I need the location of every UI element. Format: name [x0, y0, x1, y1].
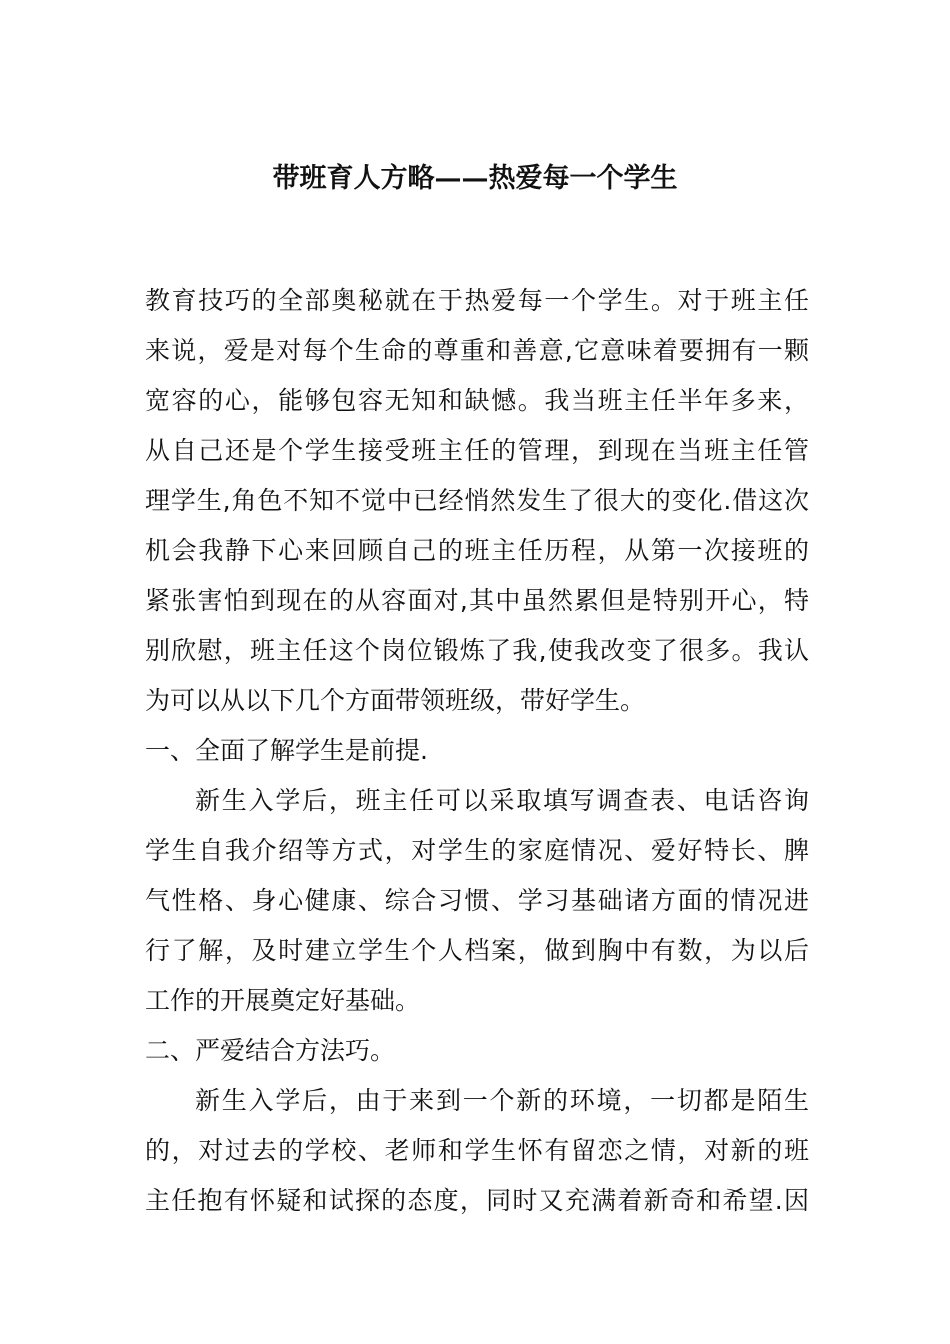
text-line: 新生入学后，由于来到一个新的环境，一切都是陌生	[195, 1086, 809, 1115]
text-line: 二、严爱结合方法巧。	[145, 1036, 396, 1065]
text-line: 气性格、身心健康、综合习惯、学习基础诸方面的情况进	[145, 886, 809, 915]
text-line: 从自己还是个学生接受班主任的管理，到现在当班主任管	[145, 436, 809, 465]
text-line: 主任抱有怀疑和试探的态度，同时又充满着新奇和希望.因	[145, 1186, 809, 1215]
text-line: 行了解，及时建立学生个人档案，做到胸中有数，为以后	[145, 936, 809, 965]
text-line: 来说，爱是对每个生命的尊重和善意,它意味着要拥有一颗	[145, 336, 809, 365]
text-line: 教育技巧的全部奥秘就在于热爱每一个学生。对于班主任	[145, 286, 809, 315]
document-title: 带班育人方略——热爱每一个学生	[272, 163, 678, 194]
text-line: 别欣慰，班主任这个岗位锻炼了我,使我改变了很多。我认	[145, 636, 809, 665]
text-line: 为可以从以下几个方面带领班级，带好学生。	[145, 686, 646, 715]
text-line: 的，对过去的学校、老师和学生怀有留恋之情，对新的班	[145, 1136, 809, 1165]
text-line: 工作的开展奠定好基础。	[145, 986, 421, 1015]
text-line: 紧张害怕到现在的从容面对,其中虽然累但是特别开心，特	[145, 586, 809, 615]
text-line: 一、全面了解学生是前提.	[145, 736, 428, 765]
text-line: 新生入学后，班主任可以采取填写调查表、电话咨询	[195, 786, 809, 815]
text-line: 机会我静下心来回顾自己的班主任历程，从第一次接班的	[145, 536, 809, 565]
document-body	[145, 276, 809, 1226]
text-line: 宽容的心，能够包容无知和缺憾。我当班主任半年多来，	[145, 386, 809, 415]
text-line: 理学生,角色不知不觉中已经悄然发生了很大的变化.借这次	[145, 486, 809, 515]
text-line: 学生自我介绍等方式，对学生的家庭情况、爱好特长、脾	[145, 836, 809, 865]
